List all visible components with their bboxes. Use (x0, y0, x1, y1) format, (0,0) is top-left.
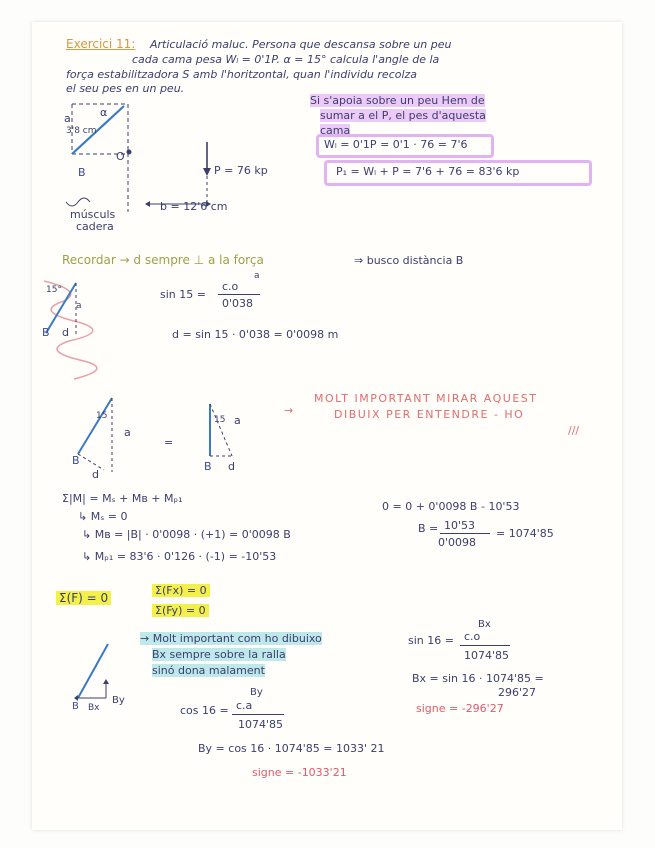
fig3-B-right: B (204, 460, 212, 473)
bx-equation: Bx = sin 16 · 1074'85 = (412, 672, 544, 685)
fig3-a-right: a (234, 414, 241, 427)
bx-equation-result: 296'27 (498, 686, 537, 699)
sin16-top: Bx (478, 619, 491, 630)
solve-eq: 0 = 0 + 0'0098 B - 10'53 (382, 500, 520, 513)
solve-b-label: B = (418, 522, 439, 535)
cos16-top: By (250, 687, 263, 698)
note1-eq1: Wₗ = 0'1P = 0'1 · 76 = 7'6 (324, 138, 468, 151)
important1-line-1: MOLT IMPORTANT MIRAR AQUEST (314, 392, 538, 405)
statement-line-1: Articulació maluc. Persona que descansa sobre un peu (150, 38, 452, 51)
fig1-P: P = 76 kp (214, 164, 268, 177)
moments-main: Σ|M| = Mₛ + Mʙ + Mₚ₁ (62, 492, 183, 505)
note1-line-1: Si s'apoia sobre un peu Hem de (310, 94, 485, 107)
forces-sum: Σ(F) = 0 (56, 592, 111, 605)
fig2-B: B (42, 326, 50, 339)
fig3-equals: = (164, 436, 174, 449)
cos16-den: 1074'85 (238, 718, 284, 731)
fig2-d: d (62, 326, 69, 339)
fig4-Bx: Bx (88, 703, 100, 713)
cos16-label: cos 16 = (180, 704, 229, 717)
fig3-angle-left: 15 (96, 411, 108, 421)
solve-result: = 1074'85 (496, 527, 554, 540)
forces-fy: Σ(Fy) = 0 (152, 604, 209, 617)
solve-num: 10'53 (444, 519, 476, 532)
fig3-arrow: → (284, 404, 294, 417)
fig3-a-left: a (124, 426, 131, 439)
important1-line-2: DIBUIX PER ENTENDRE - HO (334, 408, 525, 421)
sin15-num: c.o (222, 280, 239, 293)
triangle-diagrams (32, 390, 292, 480)
fig3-B-left: B (72, 454, 80, 467)
sin16-frac-line (460, 645, 510, 646)
statement-line-3: força estabilitzadora S amb l'horitzontal, quan l'individu recolza (66, 68, 418, 81)
important2-line-2: Bx sempre sobre la ralla (152, 648, 286, 661)
solve-frac-line (440, 533, 490, 534)
fig1-a: a (64, 112, 71, 125)
fig1-O: O (116, 150, 125, 163)
by-equation: By = cos 16 · 1074'85 = 1033' 21 (198, 742, 385, 755)
fig3-angle-right: 15 (214, 415, 226, 425)
sin15-den: 0'038 (222, 297, 254, 310)
note1-line-2: sumar a el P, el pes d'aquesta (320, 109, 486, 122)
forces-fx: Σ(Fx) = 0 (152, 584, 210, 597)
exercise-title: Exercici 11: (66, 37, 136, 51)
sin15-frac-line (218, 294, 260, 295)
sin15-label: sin 15 = (160, 288, 206, 301)
fig2-a: a (76, 301, 82, 311)
fig3-d-right: d (228, 460, 235, 473)
sin16-num: c.o (464, 630, 481, 643)
fig1-B: B (78, 166, 86, 179)
fig1-alpha: α (100, 106, 108, 119)
important2-line-3: sinó dona malament (152, 664, 265, 677)
d-equation: d = sin 15 · 0'038 = 0'0098 m (172, 328, 339, 341)
note1-line-3: cama (320, 124, 351, 137)
fig3-d-left: d (92, 468, 99, 481)
cos16-frac-line (232, 714, 284, 715)
moments-mb: ↳ Mʙ = |B| · 0'0098 · (+1) = 0'0098 B (82, 528, 291, 541)
fig4-By: By (112, 695, 125, 706)
fig1-distance: 3'8 cm (66, 126, 97, 136)
fig1-muscle-2: cadera (76, 220, 114, 233)
important1-marks: /// (568, 424, 580, 437)
by-sign: signe = -1033'21 (252, 766, 347, 779)
sin16-label: sin 16 = (408, 634, 454, 647)
cos16-num: c.a (236, 699, 253, 712)
moments-mp: ↳ Mₚ₁ = 83'6 · 0'126 · (-1) = -10'53 (82, 550, 277, 563)
solve-den: 0'0098 (438, 536, 477, 549)
sin15-a: a (254, 271, 260, 281)
sin16-den: 1074'85 (464, 649, 510, 662)
fig2-angle: 15° (46, 285, 62, 295)
fig1-muscle-1: músculs (70, 208, 116, 221)
statement-line-2: cada cama pesa Wₗ = 0'1P. α = 15° calcula l'angle de la (132, 53, 440, 66)
important2-line-1: → Molt important com ho dibuixo (140, 632, 322, 645)
note1-eq2: P₁ = Wₗ + P = 7'6 + 76 = 83'6 kp (336, 165, 520, 178)
recordar-left: Recordar → d sempre ⊥ a la força (62, 253, 264, 267)
bx-sign: signe = -296'27 (416, 702, 504, 715)
moments-ms: ↳ Mₛ = 0 (78, 510, 128, 523)
notebook-page (32, 22, 622, 830)
fig4-B: B (72, 701, 79, 712)
recordar-right: ⇒ busco distància B (354, 254, 464, 267)
fig1-b: b = 12'6 cm (160, 200, 228, 213)
statement-line-4: el seu pes en un peu. (66, 82, 185, 95)
